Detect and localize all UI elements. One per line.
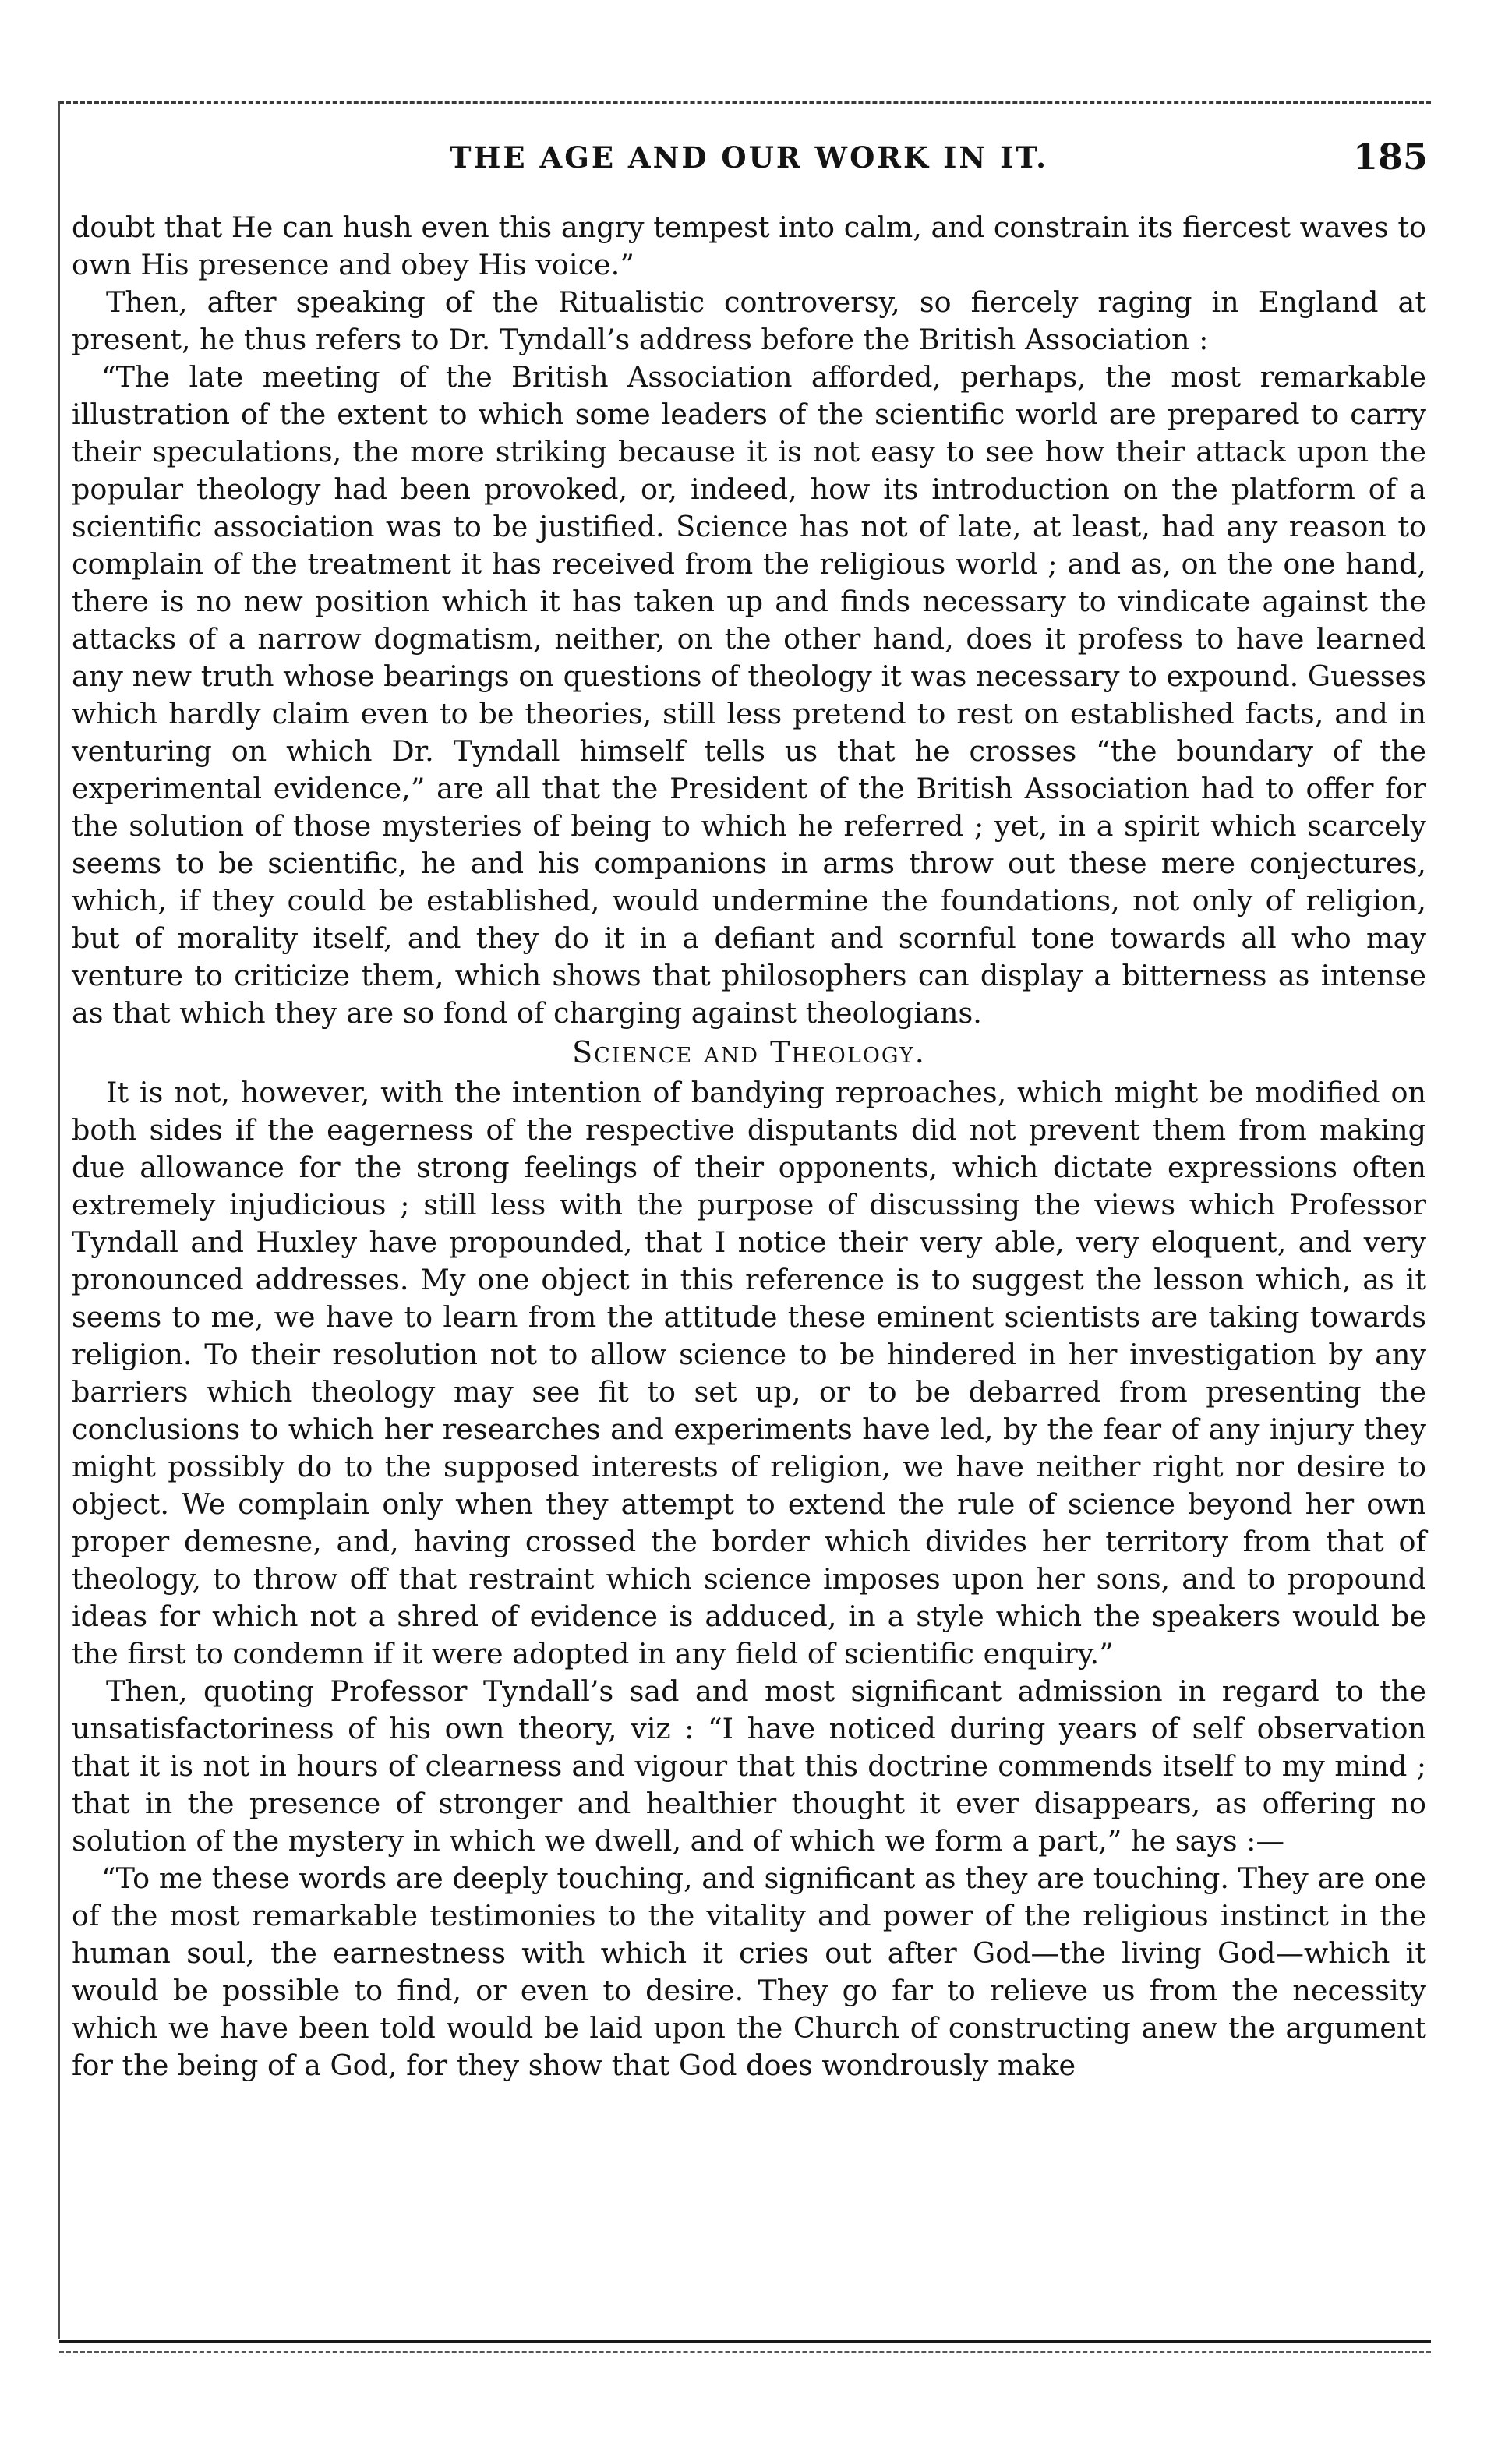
body-text xyxy=(72,209,1426,2084)
paragraph-continuation: doubt that He can hush even this angry tempest into calm, and constrain its fiercest waves to own His presence and obey His voice.” xyxy=(72,210,1426,281)
section-heading: Science and Theology. xyxy=(572,1035,926,1069)
paragraph-british-association-quote: “The late meeting of the British Association afforded, perhaps, the most remarkable illustration of the extent to which some leaders of the scientific world are prepared to carry their speculations, the more striking because it is not easy to see how their attack upon the popular theology had been provoked, or, indeed, how its introduction on the platform of a scientific association was to be justified. Science has not of late, at least, had any reason to complain of the treatment it has received from the religious world ; and as, on the one hand, there is no new position which it has taken up and finds necessary to vindicate against the attacks of a narrow dogmatism, neither, on the other hand, does it profess to have learned any new truth whose bearings on questions of theology it was necessary to expound. Guesses which hardly claim even to be theories, still less pretend to rest on established facts, and in venturing on which Dr. Tyndall himself tells us that he crosses “the boundary of the experimental evidence,” are all that the President of the British Association had to offer for the solution of those mysteries of being to which he referred ; yet, in a spirit which scarcely seems to be scientific, he and his companions in arms throw out these mere conjectures, which, if they could be established, would undermine the foundations, not only of religion, but of morality itself, and they do it in a defiant and scornful tone towards all who may venture to criticize them, which shows that philosophers can display a bitterness as intense as that which they are so fond of charging against theologians. xyxy=(72,360,1426,1030)
paragraph-deeply-touching: “To me these words are deeply touching, and significant as they are touching. They are one of the most remarkable testimonies to the vitality and power of the religious instinct in the human soul, the earnestness with which it cries out after God—the living God—which it would be possible to find, or even to desire. They go far to relieve us from the necessity which we have been told would be laid upon the Church of constructing anew the argument for the being of a God, for they show that God does wondrously make xyxy=(72,1861,1426,2082)
paragraph-tyndall-admission: Then, quoting Professor Tyndall’s sad and most significant admission in regard to the unsatisfactoriness of his own theory, viz : “I have noticed during years of self observation that it is not in hours of clearness and vigour that this doctrine commends itself to my mind ; that in the presence of stronger and healthier thought it ever disappears, as offering no solution of the mystery in which we dwell, and of which we form a part,” he says :— xyxy=(72,1674,1426,1858)
top-rule xyxy=(59,101,1431,104)
paragraph-science-theology: It is not, however, with the intention of bandying reproaches, which might be modified on both sides if the eagerness of the respective disputants did not prevent them from making due allowance for the strong feelings of their opponents, which dictate expressions often extremely injudicious ; still less with the purpose of discussing the views which Professor Tyndall and Huxley have propounded, that I notice their very able, very eloquent, and very pronounced addresses. My one object in this reference is to suggest the lesson which, as it seems to me, we have to learn from the attitude these eminent scientists are taking towards religion. To their resolution not to allow science to be hindered in her investigation by any barriers which theology may see fit to set up, or to be debarred from presenting the conclusions to which her researches and experiments have led, by the fear of any injury they might possibly do to the supposed interests of religion, we have neither right nor desire to object. We complain only when they attempt to extend the rule of science beyond her own proper demesne, and, having crossed the border which divides her territory from that of theology, to throw off that restraint which science imposes upon her sons, and to propound ideas for which not a shred of evidence is adduced, in a style which the speakers would be the first to condemn if it were adopted in any field of scientific enquiry.” xyxy=(72,1076,1426,1670)
page-number: 185 xyxy=(1352,136,1428,178)
bottom-dashed-rule xyxy=(59,2351,1431,2353)
paragraph-ritualistic: Then, after speaking of the Ritualistic controversy, so fiercely raging in England at present, he thus refers to Dr. Tyndall’s address before the British Association : xyxy=(72,285,1426,356)
page-header xyxy=(70,136,1428,184)
running-head: THE AGE AND OUR WORK IN IT. xyxy=(449,140,1049,175)
bottom-rule xyxy=(59,2340,1431,2343)
left-margin-rule xyxy=(58,101,60,2339)
